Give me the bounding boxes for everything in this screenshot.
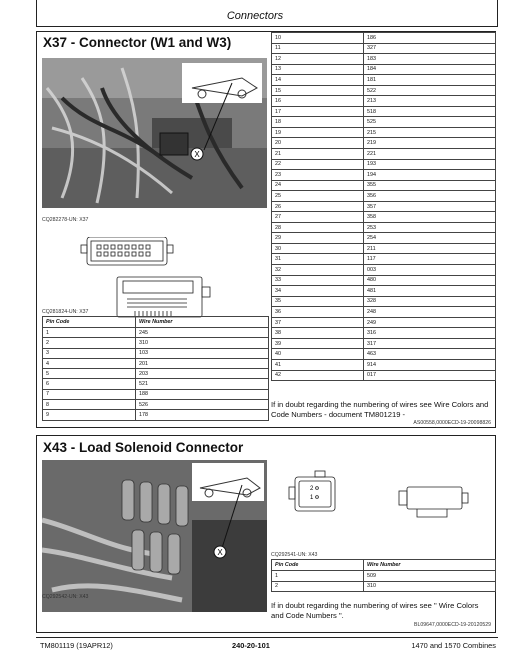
wire-number-cell: 310 — [136, 338, 269, 348]
pin-code-cell: 23 — [272, 170, 364, 181]
x37-photo — [42, 58, 267, 208]
pin-code-cell: 25 — [272, 191, 364, 202]
x43-drawing-caption: CQ292541-UN: X43 — [271, 552, 318, 558]
table-row — [272, 170, 496, 181]
pin-code-cell: 31 — [272, 254, 364, 265]
wire-number-cell: 221 — [364, 149, 496, 160]
table-row — [272, 85, 496, 96]
x43-photo-illustration — [42, 460, 267, 612]
x43-pin-table — [271, 559, 496, 592]
pin-code-cell: 16 — [272, 96, 364, 107]
pin-code-cell: 41 — [272, 359, 364, 370]
table-row — [272, 265, 496, 276]
wire-number-cell: 178 — [136, 410, 269, 420]
wire-number-cell: 358 — [364, 212, 496, 223]
pin-code-cell: 1 — [272, 571, 364, 582]
x37-doubt-note: If in doubt regarding the numbering of wires see Wire Colors and Code Numbers - document TM801219 - — [271, 400, 489, 419]
table-row — [272, 296, 496, 307]
section-x43 — [36, 435, 496, 633]
table-row — [272, 191, 496, 202]
table-row — [43, 389, 269, 399]
table-row — [272, 370, 496, 381]
wire-number-cell: 188 — [136, 389, 269, 399]
table-row — [272, 117, 496, 128]
header-rule — [36, 26, 498, 27]
wire-number-cell: 211 — [364, 243, 496, 254]
x43-pin-label-1: 1 — [310, 495, 314, 501]
table-row — [272, 571, 496, 582]
pin-code-cell: 24 — [272, 180, 364, 191]
wire-number-cell: 017 — [364, 370, 496, 381]
x37-connector-drawing — [77, 237, 227, 327]
wire-number-cell: 521 — [136, 379, 269, 389]
table-row — [272, 138, 496, 149]
x37-right-table-body — [272, 33, 496, 381]
pin-code-cell: 2 — [272, 581, 364, 592]
table-row — [43, 369, 269, 379]
wire-number-cell: 219 — [364, 138, 496, 149]
pin-code-cell: 17 — [272, 106, 364, 117]
table-row — [43, 410, 269, 420]
pin-code-cell: 3 — [43, 348, 136, 358]
table-row — [272, 159, 496, 170]
wire-number-cell: 509 — [364, 571, 496, 582]
wire-number-cell: 327 — [364, 43, 496, 54]
table-row — [43, 400, 269, 410]
table-row — [272, 54, 496, 65]
table-row — [43, 379, 269, 389]
table-row — [272, 64, 496, 75]
x43-photo-caption: CQ292542-UN: X43 — [42, 594, 89, 600]
pin-code-cell: 29 — [272, 233, 364, 244]
table-row — [272, 338, 496, 349]
pin-code-cell: 40 — [272, 349, 364, 360]
wire-number-cell: 481 — [364, 286, 496, 297]
section-title-x37: X37 - Connector (W1 and W3) — [43, 35, 232, 50]
wire-number-cell: 181 — [364, 75, 496, 86]
wire-number-cell: 480 — [364, 275, 496, 286]
table-row — [272, 127, 496, 138]
wire-number-cell: 194 — [364, 170, 496, 181]
wire-number-cell: 184 — [364, 64, 496, 75]
pin-code-cell: 14 — [272, 75, 364, 86]
x43-reference-code: BL09647,0000ECD-19-20120529 — [413, 622, 491, 628]
table-row — [43, 358, 269, 368]
section-title-x43: X43 - Load Solenoid Connector — [43, 440, 244, 455]
pin-code-cell: 12 — [272, 54, 364, 65]
table-row — [272, 359, 496, 370]
wire-number-cell: 213 — [364, 96, 496, 107]
pin-code-cell: 32 — [272, 265, 364, 276]
table-row — [272, 317, 496, 328]
wire-number-cell: 248 — [364, 307, 496, 318]
footer-product: 1470 and 1570 Combines — [411, 641, 496, 650]
pin-code-cell: 9 — [43, 410, 136, 420]
pin-code-cell: 2 — [43, 338, 136, 348]
section-x37 — [36, 31, 496, 428]
table-row — [272, 149, 496, 160]
table-row — [272, 275, 496, 286]
x43-table-body — [272, 571, 496, 592]
pin-code-cell: 13 — [272, 64, 364, 75]
wire-number-cell: 249 — [364, 317, 496, 328]
x37-pin-table-right — [271, 32, 496, 381]
pin-code-cell: 36 — [272, 307, 364, 318]
table-row — [272, 328, 496, 339]
wire-number-cell: 203 — [136, 369, 269, 379]
pin-code-cell: 10 — [272, 33, 364, 44]
wire-number-cell: 201 — [136, 358, 269, 368]
wire-number-cell: 522 — [364, 85, 496, 96]
pin-code-cell: 18 — [272, 117, 364, 128]
table-row — [272, 307, 496, 318]
table-row — [43, 348, 269, 358]
wire-number-cell: 356 — [364, 191, 496, 202]
table-row — [272, 43, 496, 54]
pin-code-cell: 35 — [272, 296, 364, 307]
pin-code-cell: 19 — [272, 127, 364, 138]
table-row — [272, 96, 496, 107]
table-row — [272, 180, 496, 191]
table-row — [272, 349, 496, 360]
wire-number-cell: 357 — [364, 201, 496, 212]
pin-code-cell: 20 — [272, 138, 364, 149]
pin-code-cell: 7 — [43, 389, 136, 399]
table-header-pin-code: Pin Code — [43, 317, 136, 328]
wire-number-cell: 183 — [364, 54, 496, 65]
wire-number-cell: 103 — [136, 348, 269, 358]
pin-code-cell: 39 — [272, 338, 364, 349]
wire-number-cell: 117 — [364, 254, 496, 265]
x43-pin-label-2: 2 — [310, 486, 314, 492]
x37-callout-label: X — [194, 150, 200, 159]
table-row — [272, 222, 496, 233]
x43-callout-label: X — [217, 548, 223, 557]
table-row — [272, 212, 496, 223]
x37-reference-code: AS00558,0000ECD-19-20098826 — [413, 420, 491, 426]
x43-connector-drawing — [287, 469, 477, 549]
pin-code-cell: 6 — [43, 379, 136, 389]
wire-number-cell: 355 — [364, 180, 496, 191]
x43-photo — [42, 460, 267, 612]
pin-code-cell: 5 — [43, 369, 136, 379]
table-row — [272, 286, 496, 297]
wire-number-cell: 310 — [364, 581, 496, 592]
wire-number-cell: 317 — [364, 338, 496, 349]
pin-code-cell: 33 — [272, 275, 364, 286]
x37-pin-table-left — [42, 316, 269, 421]
pin-code-cell: 11 — [272, 43, 364, 54]
footer-rule — [36, 637, 498, 638]
pin-code-cell: 37 — [272, 317, 364, 328]
wire-number-cell: 518 — [364, 106, 496, 117]
table-row — [272, 581, 496, 592]
wire-number-cell: 193 — [364, 159, 496, 170]
wire-number-cell: 253 — [364, 222, 496, 233]
x37-drawing-caption: CQ281824-UN: X37 — [42, 309, 89, 315]
table-row — [43, 328, 269, 338]
wire-number-cell: 215 — [364, 127, 496, 138]
wire-number-cell: 526 — [136, 400, 269, 410]
x37-photo-illustration — [42, 58, 267, 208]
table-header-wire-number: Wire Number — [364, 560, 496, 571]
wire-number-cell: 525 — [364, 117, 496, 128]
pin-code-cell: 8 — [43, 400, 136, 410]
wire-number-cell: 316 — [364, 328, 496, 339]
wire-number-cell: 186 — [364, 33, 496, 44]
table-row — [272, 233, 496, 244]
pin-code-cell: 27 — [272, 212, 364, 223]
pin-code-cell: 15 — [272, 85, 364, 96]
wire-number-cell: 245 — [136, 328, 269, 338]
x37-left-table-body — [43, 328, 269, 421]
pin-code-cell: 21 — [272, 149, 364, 160]
pin-code-cell: 26 — [272, 201, 364, 212]
pin-code-cell: 34 — [272, 286, 364, 297]
wire-number-cell: 328 — [364, 296, 496, 307]
table-header-wire-number: Wire Number — [136, 317, 269, 328]
pin-code-cell: 22 — [272, 159, 364, 170]
wire-number-cell: 003 — [364, 265, 496, 276]
pin-code-cell: 38 — [272, 328, 364, 339]
pin-code-cell: 4 — [43, 358, 136, 368]
wire-number-cell: 254 — [364, 233, 496, 244]
pin-code-cell: 1 — [43, 328, 136, 338]
table-row — [272, 106, 496, 117]
table-row — [272, 75, 496, 86]
wire-number-cell: 463 — [364, 349, 496, 360]
table-row — [43, 338, 269, 348]
table-row — [272, 33, 496, 44]
table-row — [272, 201, 496, 212]
pin-code-cell: 30 — [272, 243, 364, 254]
footer-doc-id: TM801119 (19APR12) — [40, 641, 113, 650]
footer-page-number: 240-20-101 — [232, 641, 270, 650]
header-title: Connectors — [226, 10, 284, 22]
table-row — [272, 243, 496, 254]
pin-code-cell: 42 — [272, 370, 364, 381]
x37-photo-caption: CQ282278-UN: X37 — [42, 217, 89, 223]
table-header-pin-code: Pin Code — [272, 560, 364, 571]
wire-number-cell: 914 — [364, 359, 496, 370]
table-row — [272, 254, 496, 265]
x43-doubt-note: If in doubt regarding the numbering of wires see " Wire Colors and Code Numbers ". — [271, 601, 479, 620]
pin-code-cell: 28 — [272, 222, 364, 233]
